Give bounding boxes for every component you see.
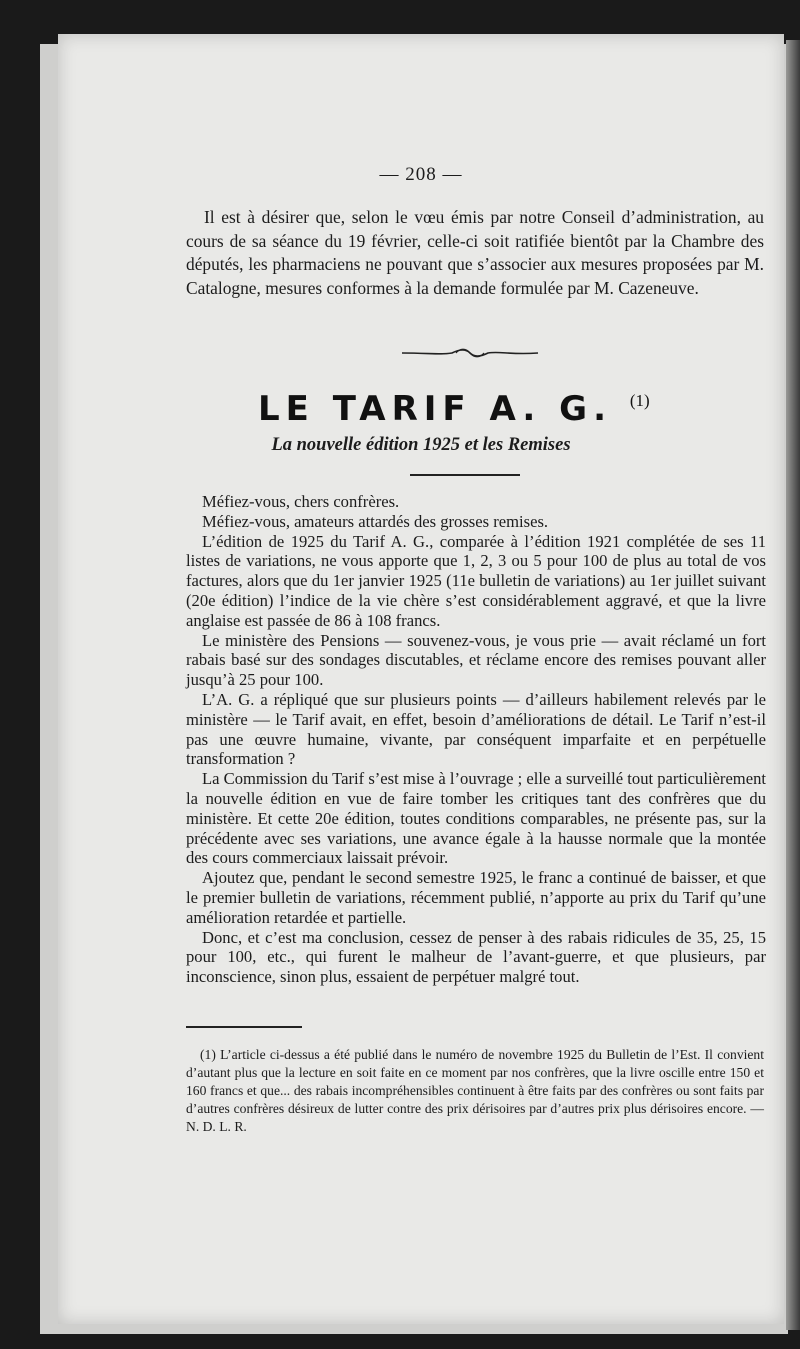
article-paragraph: Ajoutez que, pendant le second semestre 1925, le franc a continué de baisser, et que le premier bulletin de variations, récemment publié, n’apporte au prix du Tarif qu’une amélioration retardée et partielle. (186, 868, 766, 927)
subtitle-rule (410, 474, 520, 476)
article-paragraph: Méfiez-vous, chers confrères. (202, 492, 400, 511)
article-paragraph: La Commission du Tarif s’est mise à l’ouvrage ; elle a surveillé tout particulièrement la nouvelle édition en vue de faire tomber les critiques tant des confrères que du ministère. Et cette 20e édition, toutes conditions comparables, ne présente pas, sur la précédente avec ses variations, une avance égale à la hausse normale que la montée des cours commerciaux laissait prévoir. (186, 769, 766, 868)
title-note-ref: (1) (629, 391, 650, 410)
article-paragraph: Méfiez-vous, amateurs attardés des grosses remises. (202, 511, 549, 531)
footnote-rule (186, 1026, 302, 1028)
article-paragraph: Le ministère des Pensions — souvenez-vous, je vous prie — avait réclamé un fort rabais basé sur des sondages discutables, et réclame encore des remises pouvant aller jusqu’à 25 pour 100. (186, 630, 766, 690)
ornament-divider (400, 346, 540, 360)
article-subtitle: La nouvelle édition 1925 et les Remises (271, 435, 571, 455)
footnote-text: (1) L’article ci-dessus a été publié dans le numéro de novembre 1925 du Bulletin de l’Est. Il convient d’autant plus que la lecture en soit faite en ce moment par nos confrères, que la livre oscille entre 150 et 160 francs et que... des rabais incompréhensibles continuent à être faits par des confrères ou sont faits par d’autres confrères désireux de lutter contre des prix dérisoires par d’autres prix plus dérisoires encore. — N. D. L. R. (186, 1047, 764, 1135)
document-page (58, 34, 784, 1324)
footnote-block (186, 1046, 764, 1136)
article-body (186, 492, 766, 987)
article-title (258, 389, 718, 429)
intro-paragraph: Il est à désirer que, selon le vœu émis par notre Conseil d’administration, au cours de sa séance du 19 février, celle-ci soit ratifiée bientôt par la Chambre des députés, les pharmaciens ne pouvant que s’associer aux mesures proposées par M. Catalogne, mesures conformes à la demande formulée par M. Cazeneuve. (186, 207, 764, 298)
article-paragraph: Donc, et c’est ma conclusion, cessez de penser à des rabais ridicules de 35, 25, 15 pour 100, etc., qui furent le malheur de l’avant-guerre, et que plusieurs, par inconscience, sinon plus, essaient de perpétuer malgré tout. (186, 927, 766, 987)
page-number: — 208 — (379, 164, 463, 185)
article-paragraph: L’A. G. a répliqué que sur plusieurs points — d’ailleurs habilement relevés par le ministère — le Tarif avait, en effet, besoin d’améliorations de détail. Le Tarif n’est-il pas une œuvre humaine, vivante, par conséquent imparfaite et en perpétuelle transformation ? (186, 689, 766, 769)
page-edge (786, 40, 800, 1330)
title-text: LE TARIF A. G. (258, 389, 613, 429)
article-paragraph: L’édition de 1925 du Tarif A. G., comparée à l’édition 1921 complétée de ses 11 listes de variations, ne vous apporte que 1, 2, 3 ou 5 pour 100 de plus au total de vos factures, alors que du 1er janvier 1925 (11e bulletin de variations) au 1er juillet suivant (20e édition) l’indice de la vie chère s’est considérablement aggravé, et que la livre anglaise est passée de 86 à 108 francs. (186, 531, 766, 630)
